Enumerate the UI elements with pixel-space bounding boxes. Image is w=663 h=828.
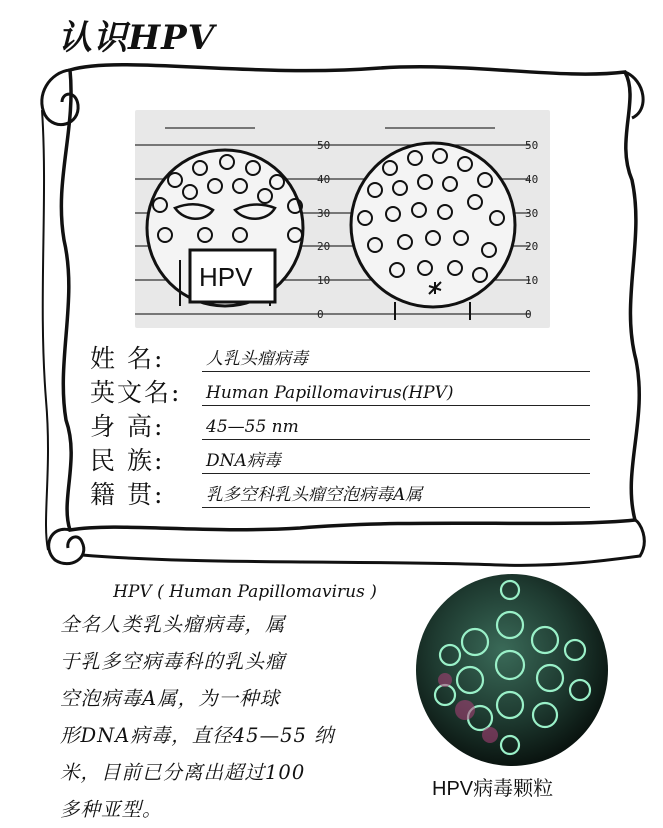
scale-label: 40 — [525, 173, 539, 186]
profile-fields — [90, 340, 590, 510]
field-value: Human Papillomavirus(HPV) — [202, 381, 590, 406]
description-block — [60, 582, 400, 828]
field-value: 乳多空科乳头瘤空泡病毒A属 — [202, 483, 590, 508]
profile-row-english-name — [90, 374, 590, 408]
virus-front-drawing — [147, 150, 303, 306]
profile-row-ethnicity — [90, 442, 590, 476]
scale-label: 10 — [525, 274, 539, 287]
hpv-particle-image — [410, 570, 615, 770]
field-value: 人乳头瘤病毒 — [202, 347, 590, 372]
description-line: 多种亚型。 — [60, 798, 163, 821]
scale-label: 40 — [317, 173, 331, 186]
description-line: 空泡病毒A属，为一种球 — [60, 687, 281, 710]
scale-label: 30 — [317, 207, 331, 220]
scale-label: 20 — [317, 240, 331, 253]
field-label: 民 族: — [90, 446, 165, 475]
field-label: 籍 贯: — [90, 480, 165, 509]
description-line: 全名人类乳头瘤病毒，属 — [60, 613, 286, 636]
image-caption: HPV病毒颗粒 — [432, 778, 554, 800]
scale-label: 20 — [525, 240, 539, 253]
scale-label: 30 — [525, 207, 539, 220]
field-value: 45—55 nm — [202, 415, 590, 440]
description-line: 米，目前已分离出超过100 — [60, 761, 306, 784]
scale-label: 0 — [525, 308, 532, 321]
mugshot-panel — [135, 110, 550, 328]
profile-row-height — [90, 408, 590, 442]
field-value: DNA病毒 — [202, 449, 590, 474]
profile-row-name — [90, 340, 590, 374]
mugshot-illustration — [135, 110, 550, 328]
field-label: 身 高: — [90, 412, 165, 441]
mugshot-card-text: HPV — [199, 262, 253, 292]
description-line: 于乳多空病毒科的乳头瘤 — [60, 650, 286, 673]
field-label: 姓 名: — [90, 344, 165, 373]
field-label: 英文名: — [90, 378, 182, 407]
page-title: 认识HPV — [58, 18, 216, 58]
virus-side-drawing — [351, 143, 515, 320]
profile-row-origin — [90, 476, 590, 510]
scale-label: 10 — [317, 274, 331, 287]
scale-label: 50 — [525, 139, 539, 152]
description-heading: HPV ( Human Papillomavirus ) — [113, 582, 377, 602]
description-body — [60, 606, 400, 828]
scale-label: 50 — [317, 139, 331, 152]
scale-label: 0 — [317, 308, 324, 321]
description-line: 形DNA病毒，直径45—55 纳 — [60, 724, 335, 747]
